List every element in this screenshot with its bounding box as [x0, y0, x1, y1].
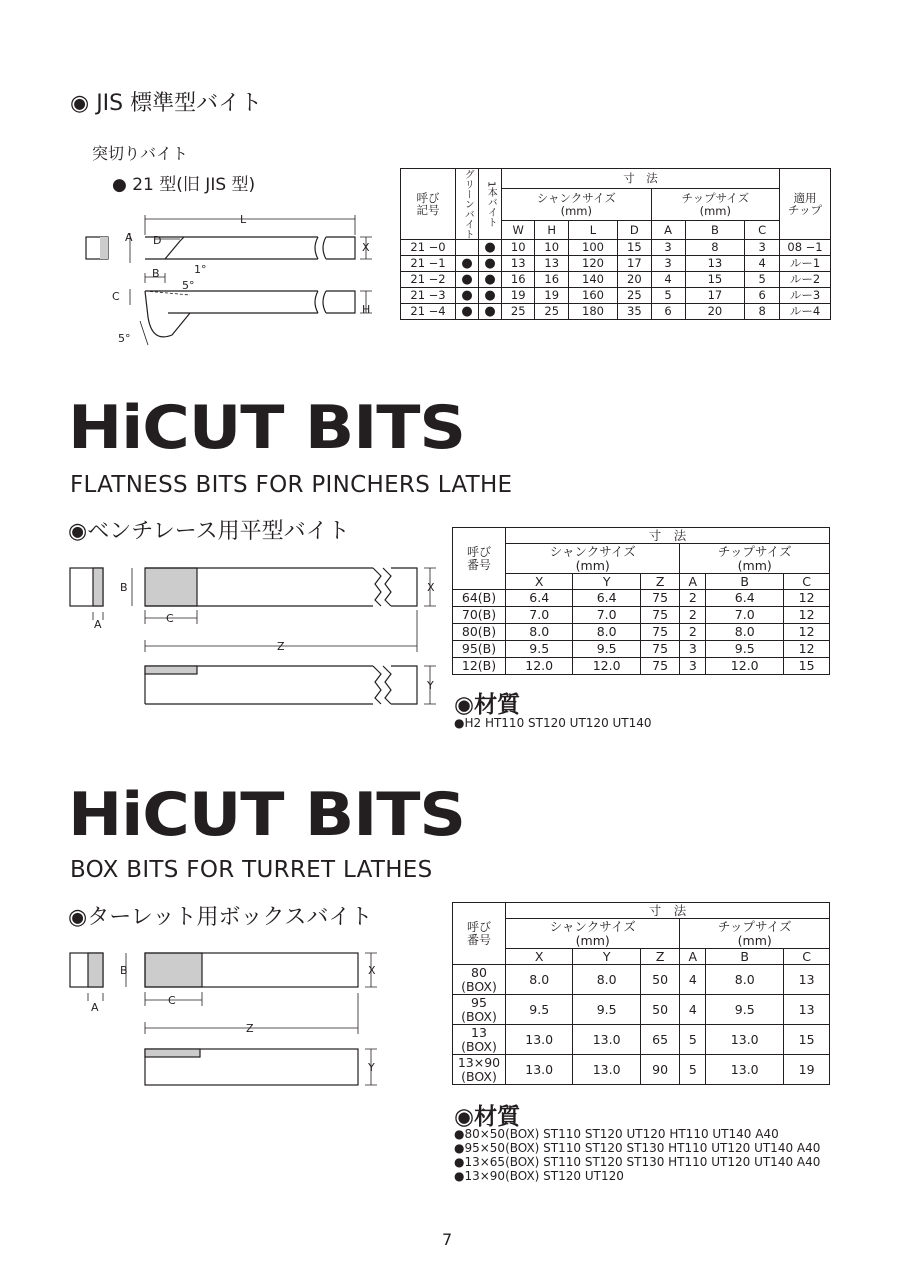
- s3-th-code: 呼び 番号: [453, 903, 506, 965]
- row-value: 2: [680, 624, 706, 641]
- row-code: 21 −3: [401, 288, 456, 304]
- table-row: [401, 240, 831, 256]
- row-value: 4: [680, 965, 706, 995]
- col-header-L: L: [568, 221, 617, 240]
- row-value: 25: [502, 304, 535, 320]
- row-value: 5: [745, 272, 780, 288]
- table-row: [401, 304, 831, 320]
- col-header-C: C: [784, 949, 830, 965]
- row-value: 160: [568, 288, 617, 304]
- row-one-dot: ●: [479, 256, 502, 272]
- row-value: 5: [680, 1055, 706, 1085]
- row-one-dot: ●: [479, 240, 502, 256]
- row-value: 8: [685, 240, 745, 256]
- row-value: 8.0: [706, 624, 784, 641]
- row-value: 12: [784, 590, 830, 607]
- row-value: 35: [618, 304, 652, 320]
- row-code: 80(B): [453, 624, 506, 641]
- row-value: 9.5: [506, 995, 573, 1025]
- row-tip: ルー2: [780, 272, 831, 288]
- row-code: 95(B): [453, 641, 506, 658]
- row-tip: ルー4: [780, 304, 831, 320]
- row-value: 12.0: [506, 658, 573, 675]
- table-row: [453, 1025, 830, 1055]
- col-header-A: A: [680, 574, 706, 590]
- material-item: ●13×65(BOX) ST110 ST120 ST130 HT110 UT120 UT140 A40: [454, 1155, 821, 1169]
- section2-logo: HiCUT BITS: [68, 393, 465, 463]
- row-tip: ルー1: [780, 256, 831, 272]
- th-one: 1本バイト: [479, 169, 502, 240]
- s2-label-Y: Y: [427, 679, 434, 692]
- section2-material-list: [454, 716, 652, 730]
- s3-label-B: B: [120, 964, 128, 977]
- row-value: 75: [640, 607, 680, 624]
- th-green: グリーンバイト: [456, 169, 479, 240]
- col-header-Z: Z: [640, 949, 680, 965]
- row-value: 90: [640, 1055, 680, 1085]
- s2-label-B: B: [120, 581, 128, 594]
- s2-label-Z: Z: [277, 640, 285, 653]
- table-row: [453, 607, 830, 624]
- row-value: 75: [640, 641, 680, 658]
- row-value: 13.0: [573, 1025, 640, 1055]
- material-item: ●H2 HT110 ST120 UT120 UT140: [454, 716, 652, 730]
- col-header-C: C: [784, 574, 830, 590]
- col-header-Z: Z: [640, 574, 680, 590]
- row-code: 21 −2: [401, 272, 456, 288]
- th-tip: 適用 チップ: [780, 169, 831, 240]
- s1-top-shank: [145, 237, 318, 259]
- row-value: 8: [745, 304, 780, 320]
- row-value: 8.0: [506, 965, 573, 995]
- table-row: [401, 272, 831, 288]
- s2-label-C: C: [166, 612, 174, 625]
- section3-title: ◉ターレット用ボックスバイト: [68, 905, 373, 930]
- s2-th-code: 呼び 番号: [453, 528, 506, 590]
- col-header-X: X: [506, 949, 573, 965]
- material-item: ●80×50(BOX) ST110 ST120 UT120 HT110 UT140 A40: [454, 1127, 779, 1141]
- row-value: 180: [568, 304, 617, 320]
- dim-label-C: C: [112, 290, 120, 303]
- row-value: 65: [640, 1025, 680, 1055]
- row-value: 12: [784, 641, 830, 658]
- angle-label-1: 1°: [194, 263, 207, 276]
- row-one-dot: ●: [479, 288, 502, 304]
- angle-label-5b: 5°: [118, 332, 131, 345]
- row-value: 9.5: [706, 641, 784, 658]
- row-value: 17: [618, 256, 652, 272]
- s2-label-X: X: [427, 581, 435, 594]
- s3-label-X: X: [368, 964, 376, 977]
- row-value: 20: [618, 272, 652, 288]
- table-row: [453, 590, 830, 607]
- row-value: 8.0: [706, 965, 784, 995]
- row-value: 25: [535, 304, 568, 320]
- material-item: ●95×50(BOX) ST110 ST120 ST130 HT110 UT120 UT140 A40: [454, 1141, 821, 1155]
- dim-label-A: A: [125, 231, 133, 244]
- row-value: 6: [745, 288, 780, 304]
- row-value: 2: [680, 590, 706, 607]
- row-value: 12.0: [706, 658, 784, 675]
- row-code: 21 −4: [401, 304, 456, 320]
- row-green-dot: [456, 240, 479, 256]
- s3-label-Y: Y: [368, 1061, 375, 1074]
- col-header-Y: Y: [573, 949, 640, 965]
- row-code: 21 −0: [401, 240, 456, 256]
- row-value: 8.0: [573, 965, 640, 995]
- row-value: 13: [685, 256, 745, 272]
- page-number: 7: [442, 1230, 453, 1249]
- row-value: 50: [640, 995, 680, 1025]
- s3-label-Z: Z: [246, 1022, 254, 1035]
- row-value: 12: [784, 607, 830, 624]
- section3-table: [452, 902, 830, 1085]
- row-value: 17: [685, 288, 745, 304]
- row-value: 6.4: [506, 590, 573, 607]
- row-tip: ルー3: [780, 288, 831, 304]
- row-value: 3: [651, 240, 685, 256]
- row-green-dot: ●: [456, 304, 479, 320]
- table-row: [453, 995, 830, 1025]
- row-value: 13.0: [706, 1055, 784, 1085]
- s2-th-dim: 寸 法: [506, 528, 830, 544]
- col-header-H: H: [535, 221, 568, 240]
- col-header-Y: Y: [573, 574, 640, 590]
- row-value: 9.5: [573, 641, 640, 658]
- row-value: 120: [568, 256, 617, 272]
- row-value: 75: [640, 624, 680, 641]
- row-value: 15: [618, 240, 652, 256]
- material-item: ●13×90(BOX) ST120 UT120: [454, 1169, 624, 1183]
- row-value: 13.0: [573, 1055, 640, 1085]
- row-value: 140: [568, 272, 617, 288]
- row-code: 80 (BOX): [453, 965, 506, 995]
- row-value: 20: [685, 304, 745, 320]
- row-value: 13: [784, 965, 830, 995]
- row-value: 12: [784, 624, 830, 641]
- row-value: 75: [640, 590, 680, 607]
- row-code: 70(B): [453, 607, 506, 624]
- row-value: 9.5: [706, 995, 784, 1025]
- row-green-dot: ●: [456, 288, 479, 304]
- table-row: [453, 624, 830, 641]
- row-value: 15: [784, 1025, 830, 1055]
- row-value: 3: [651, 256, 685, 272]
- th-chip: チップサイズ (mm): [651, 188, 779, 221]
- dim-label-H: H: [362, 303, 371, 316]
- row-value: 19: [502, 288, 535, 304]
- s2-chip-top: [145, 568, 197, 606]
- row-code: 21 −1: [401, 256, 456, 272]
- row-value: 8.0: [506, 624, 573, 641]
- row-one-dot: ●: [479, 272, 502, 288]
- row-tip: 08 −1: [780, 240, 831, 256]
- row-value: 50: [640, 965, 680, 995]
- row-value: 75: [640, 658, 680, 675]
- s3-label-A: A: [91, 1001, 99, 1014]
- row-code: 64(B): [453, 590, 506, 607]
- section3-subtitle: BOX BITS FOR TURRET LATHES: [70, 857, 433, 883]
- row-value: 13.0: [506, 1055, 573, 1085]
- th-code: 呼び 記号: [401, 169, 456, 240]
- row-value: 25: [618, 288, 652, 304]
- section3-material-title: ◉材質: [454, 1104, 521, 1130]
- s3-th-shank: シャンクサイズ (mm): [506, 919, 680, 949]
- section3-diagram: [60, 945, 390, 1095]
- s2-th-chip: チップサイズ (mm): [680, 544, 830, 574]
- section3-logo: HiCUT BITS: [68, 780, 465, 850]
- section1-table: [400, 168, 831, 320]
- row-value: 12.0: [573, 658, 640, 675]
- row-value: 9.5: [506, 641, 573, 658]
- col-header-X: X: [506, 574, 573, 590]
- row-value: 10: [502, 240, 535, 256]
- section1-type-label: ● 21 型(旧 JIS 型): [112, 175, 256, 195]
- row-value: 8.0: [573, 624, 640, 641]
- row-value: 13: [784, 995, 830, 1025]
- row-value: 16: [535, 272, 568, 288]
- col-header-B: B: [685, 221, 745, 240]
- s1-bottom-shank: [145, 291, 355, 313]
- row-green-dot: ●: [456, 272, 479, 288]
- row-value: 16: [502, 272, 535, 288]
- angle-label-5a: 5°: [182, 279, 195, 292]
- table-row: [453, 965, 830, 995]
- th-dim: 寸 法: [502, 169, 780, 189]
- s3-th-dim: 寸 法: [506, 903, 830, 919]
- col-header-A: A: [651, 221, 685, 240]
- row-code: 13 (BOX): [453, 1025, 506, 1055]
- row-code: 12(B): [453, 658, 506, 675]
- col-header-A: A: [680, 949, 706, 965]
- dim-label-B: B: [152, 267, 160, 280]
- section3-material-list: [454, 1127, 820, 1183]
- row-value: 3: [745, 240, 780, 256]
- row-value: 7.0: [506, 607, 573, 624]
- col-header-B: B: [706, 949, 784, 965]
- section2-material-title: ◉材質: [454, 692, 521, 718]
- row-value: 13: [535, 256, 568, 272]
- s3-chip-top: [145, 953, 202, 987]
- row-value: 5: [651, 288, 685, 304]
- row-value: 15: [784, 658, 830, 675]
- table-row: [401, 288, 831, 304]
- dim-label-D: D: [153, 234, 162, 247]
- row-value: 13: [502, 256, 535, 272]
- row-one-dot: ●: [479, 304, 502, 320]
- section1-diagram: [80, 205, 390, 350]
- row-value: 100: [568, 240, 617, 256]
- col-header-B: B: [706, 574, 784, 590]
- row-value: 3: [680, 658, 706, 675]
- table-row: [401, 256, 831, 272]
- s2-label-A: A: [94, 618, 102, 631]
- section1-title: ◉ JIS 標準型バイト: [70, 91, 263, 116]
- s2-th-shank: シャンクサイズ (mm): [506, 544, 680, 574]
- row-value: 2: [680, 607, 706, 624]
- table-row: [453, 641, 830, 658]
- table-row: [453, 658, 830, 675]
- row-value: 3: [680, 641, 706, 658]
- row-value: 4: [680, 995, 706, 1025]
- row-green-dot: ●: [456, 256, 479, 272]
- row-code: 13×90 (BOX): [453, 1055, 506, 1085]
- row-value: 19: [535, 288, 568, 304]
- section2-title: ◉ベンチレース用平型バイト: [68, 519, 350, 544]
- row-code: 95 (BOX): [453, 995, 506, 1025]
- row-value: 4: [745, 256, 780, 272]
- th-shank: シャンクサイズ (mm): [502, 188, 652, 221]
- section2-diagram: [60, 560, 445, 710]
- dim-label-L: L: [240, 213, 247, 226]
- section2-subtitle: FLATNESS BITS FOR PINCHERS LATHE: [70, 472, 513, 498]
- row-value: 10: [535, 240, 568, 256]
- s3-label-C: C: [168, 994, 176, 1007]
- s3-th-chip: チップサイズ (mm): [680, 919, 830, 949]
- row-value: 19: [784, 1055, 830, 1085]
- row-value: 6: [651, 304, 685, 320]
- col-header-C: C: [745, 221, 780, 240]
- row-value: 9.5: [573, 995, 640, 1025]
- row-value: 7.0: [706, 607, 784, 624]
- col-header-W: W: [502, 221, 535, 240]
- row-value: 7.0: [573, 607, 640, 624]
- col-header-D: D: [618, 221, 652, 240]
- row-value: 13.0: [706, 1025, 784, 1055]
- dim-label-X: X: [362, 241, 370, 254]
- table-row: [453, 1055, 830, 1085]
- row-value: 5: [680, 1025, 706, 1055]
- section1-subtitle: 突切りバイト: [92, 144, 189, 163]
- row-value: 6.4: [573, 590, 640, 607]
- row-value: 4: [651, 272, 685, 288]
- row-value: 6.4: [706, 590, 784, 607]
- row-value: 15: [685, 272, 745, 288]
- section2-table: [452, 527, 830, 675]
- row-value: 13.0: [506, 1025, 573, 1055]
